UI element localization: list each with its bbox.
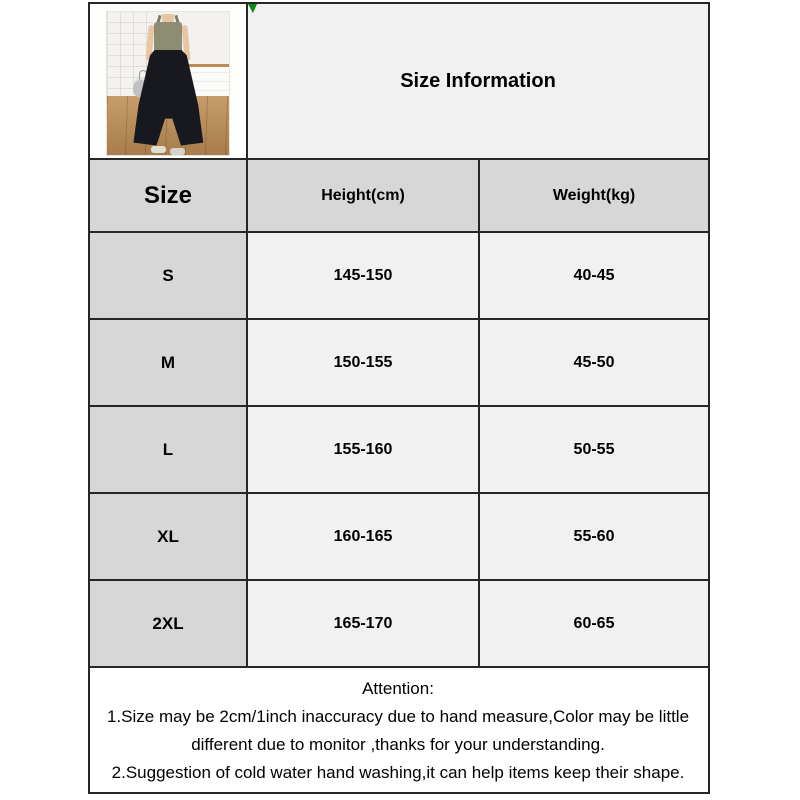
attention-heading: Attention:	[362, 679, 434, 698]
height-cell: 150-155	[247, 319, 479, 406]
attention-box	[89, 667, 709, 793]
cargo-pants-garment	[132, 50, 204, 146]
height-cell: 160-165	[247, 493, 479, 580]
crop-top-garment	[154, 22, 182, 52]
attention-note-2: 2.Suggestion of cold water hand washing,it can help items keep their shape.	[111, 763, 685, 782]
size-cell: L	[89, 406, 247, 493]
weight-cell: 40-45	[479, 232, 709, 319]
column-header-weight: Weight(kg)	[479, 159, 709, 232]
column-header-height: Height(cm)	[247, 159, 479, 232]
table-row-l	[89, 406, 709, 493]
table-row-m	[89, 319, 709, 406]
size-cell: XL	[89, 493, 247, 580]
weight-cell: 45-50	[479, 319, 709, 406]
shoe-right	[170, 148, 185, 155]
model-illustration	[128, 14, 208, 156]
weight-cell: 55-60	[479, 493, 709, 580]
attention-note-1: 1.Size may be 2cm/1inch inaccuracy due to hand measure,Color may be little different due to monitor ,thanks for your understanding.	[106, 707, 690, 754]
size-information-title-cell	[247, 3, 709, 159]
height-cell: 155-160	[247, 406, 479, 493]
attention-row	[89, 667, 709, 793]
shoe-left	[151, 146, 166, 153]
size-cell: S	[89, 232, 247, 319]
weight-cell: 50-55	[479, 406, 709, 493]
green-corner-flag-icon	[248, 4, 257, 13]
height-cell: 165-170	[247, 580, 479, 667]
size-cell: 2XL	[89, 580, 247, 667]
column-header-size: Size	[89, 159, 247, 232]
weight-cell: 60-65	[479, 580, 709, 667]
height-cell: 145-150	[247, 232, 479, 319]
product-photo-cell	[89, 3, 247, 159]
table-row-2xl	[89, 580, 709, 667]
table-row-s	[89, 232, 709, 319]
table-row-xl	[89, 493, 709, 580]
title-row	[89, 3, 709, 159]
size-information-table	[88, 2, 710, 794]
page-title: Size Information	[400, 69, 556, 92]
product-photo	[106, 11, 230, 156]
size-cell: M	[89, 319, 247, 406]
column-header-row	[89, 159, 709, 232]
